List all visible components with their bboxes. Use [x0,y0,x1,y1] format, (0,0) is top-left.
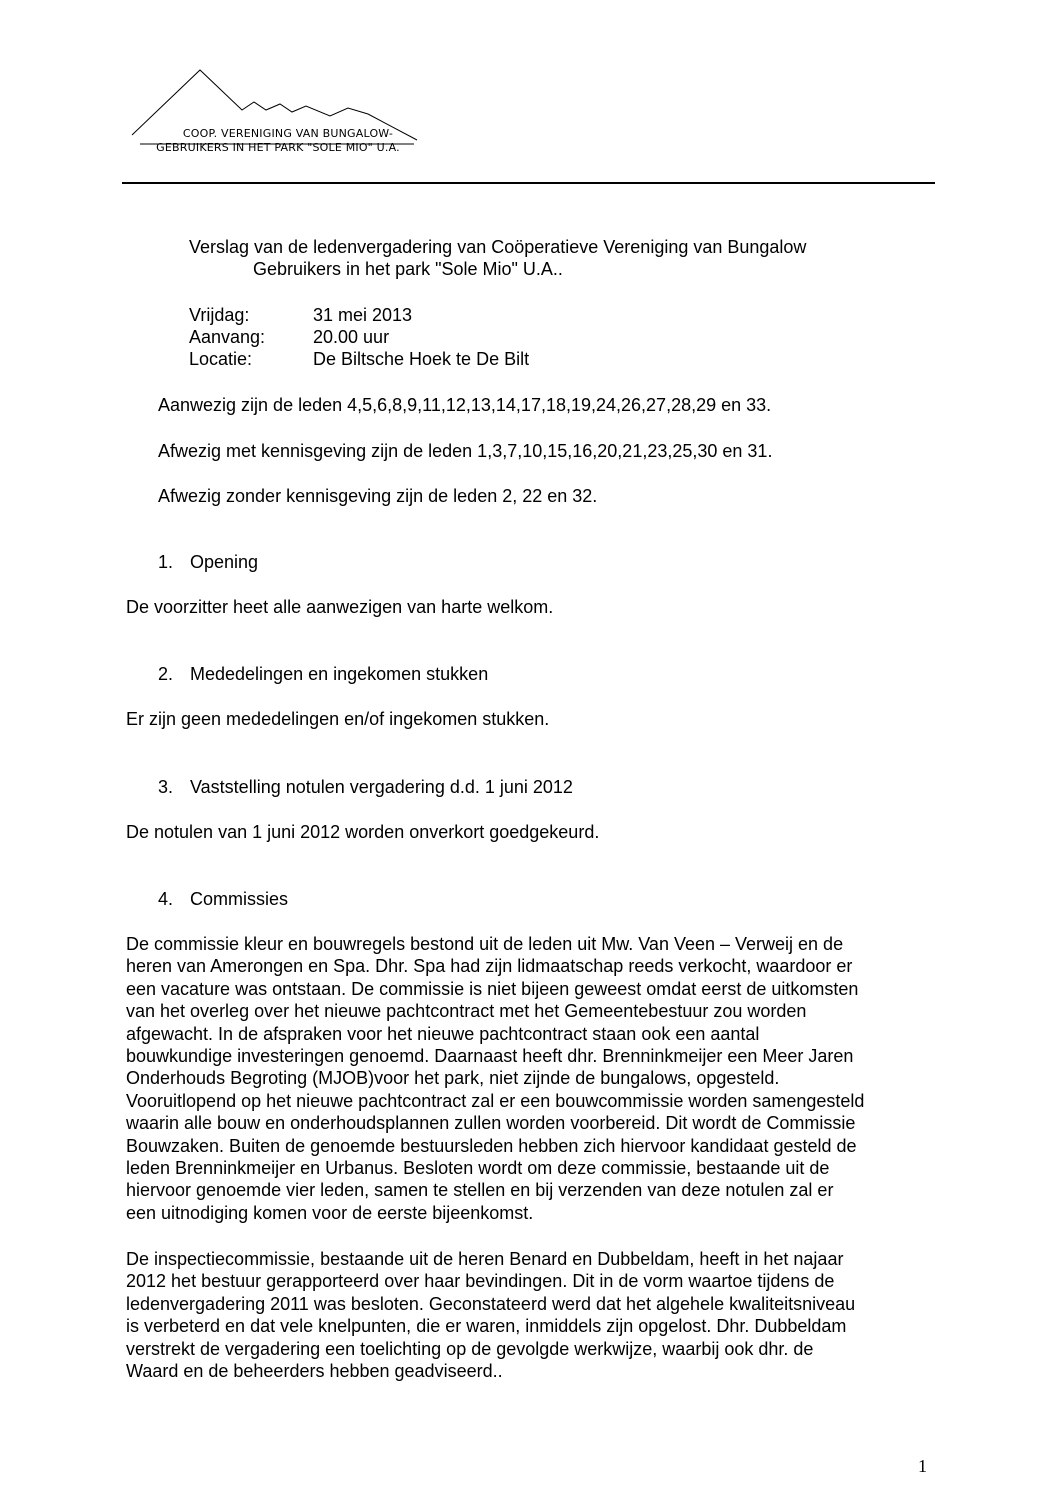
meta-value-start: 20.00 uur [313,327,390,347]
section-2-number: 2. [158,664,174,684]
paragraph-line: bouwkundige investeringen genoemd. Daarnaast heeft dhr. Brenninkmeijer een Meer Jaren [126,1046,854,1067]
paragraph-line: De inspectiecommissie, bestaande uit de heren Benard en Dubbeldam, heeft in het najaar [126,1249,844,1269]
section-3-title: Vaststelling notulen vergadering d.d. 1 juni 2012 [190,777,573,797]
section-3-body: De notulen van 1 juni 2012 worden onverkort goedgekeurd. [126,822,600,842]
paragraph-line: heren van Amerongen en Spa. Dhr. Spa had zijn lidmaatschap reeds verkocht, waardoor er [126,956,853,977]
attendance-absent-notice: Afwezig met kennisgeving zijn de leden 1,3,7,10,15,16,20,21,23,25,30 en 31. [158,441,773,461]
paragraph-line: ledenvergadering 2011 was besloten. Geconstateerd werd dat het algehele kwaliteitsniveau [126,1293,856,1314]
attendance-present: Aanwezig zijn de leden 4,5,6,8,9,11,12,13,14,17,18,19,24,26,27,28,29 en 33. [158,395,772,415]
page-number: 1 [918,1456,927,1476]
paragraph-line: Vooruitlopend op het nieuwe pachtcontract zal er een bouwcommissie worden samengesteld [126,1090,865,1111]
section-1-title: Opening [190,552,259,572]
section-4-number: 4. [158,889,174,909]
section-3-number: 3. [158,777,174,797]
paragraph-line: Bouwzaken. Buiten de genoemde bestuursleden hebben zich hiervoor kandidaat gesteld de [126,1135,857,1156]
section-4-title: Commissies [190,889,289,909]
commissies-paragraph-1 [126,933,946,1224]
meta-label-location: Locatie: [189,349,253,369]
paragraph-line: Waard en de beheerders hebben geadviseerd.. [126,1361,503,1382]
paragraph-line: van het overleg over het nieuwe pachtcontract met het Gemeentebestuur zou worden [126,1001,807,1022]
paragraph-line: 2012 het bestuur gerapporteerd over haar bevindingen. Dit in de vorm waartoe tijdens de [126,1271,835,1292]
section-1-body: De voorzitter heet alle aanwezigen van harte welkom. [126,597,554,617]
logo-text-line2: GEBRUIKERS IN HET PARK "SOLE MIO" U.A. [156,141,400,154]
paragraph-line: leden Brenninkmeijer en Urbanus. Besloten wordt om deze commissie, bestaande uit de [126,1158,830,1179]
paragraph-line: een uitnodiging komen voor de eerste bijeenkomst. [126,1202,534,1223]
paragraph-line: Onderhouds Begroting (MJOB)voor het park, niet zijnde de bungalows, opgesteld. [126,1068,780,1089]
document-title-line2: Gebruikers in het park "Sole Mio" U.A.. [253,259,563,279]
association-logo [130,60,430,170]
meta-label-day: Vrijdag: [189,305,250,325]
logo-text-line1: COOP. VERENIGING VAN BUNGALOW- [182,127,394,140]
header-divider [122,182,935,184]
section-2-body: Er zijn geen mededelingen en/of ingekomen stukken. [126,709,550,729]
attendance-absent-no-notice: Afwezig zonder kennisgeving zijn de leden 2, 22 en 32. [158,486,598,506]
paragraph-line: hiervoor genoemde vier leden, samen te stellen en bij verzenden van deze notulen zal er [126,1180,834,1201]
document-title-line1: Verslag van de ledenvergadering van Coöperatieve Vereniging van Bungalow [189,237,807,257]
meta-label-start: Aanvang: [189,327,266,347]
paragraph-line: verstrekt de vergadering een toelichting op de gevolgde werkwijze, waarbij ook dhr. de [126,1338,814,1359]
meta-value-day: 31 mei 2013 [313,305,413,325]
section-2-title: Mededelingen en ingekomen stukken [190,664,489,684]
paragraph-line: is verbeterd en dat vele knelpunten, die er waren, inmiddels zijn opgelost. Dhr. Dubbeldam [126,1316,847,1337]
paragraph-line: afgewacht. In de afspraken voor het nieuwe pachtcontract staan ook een aantal [126,1023,760,1044]
paragraph-line: De commissie kleur en bouwregels bestond uit de leden uit Mw. Van Veen – Verweij en de [126,934,844,954]
meta-value-location: De Biltsche Hoek te De Bilt [313,349,530,369]
section-1-number: 1. [158,552,174,572]
commissies-paragraph-2 [126,1248,946,1382]
paragraph-line: een vacature was ontstaan. De commissie is niet bijeen geweest omdat eerst de uitkomsten [126,978,859,999]
paragraph-line: waarin alle bouw en onderhoudsplannen zullen worden voorbereid. Dit wordt de Commissie [126,1113,856,1134]
